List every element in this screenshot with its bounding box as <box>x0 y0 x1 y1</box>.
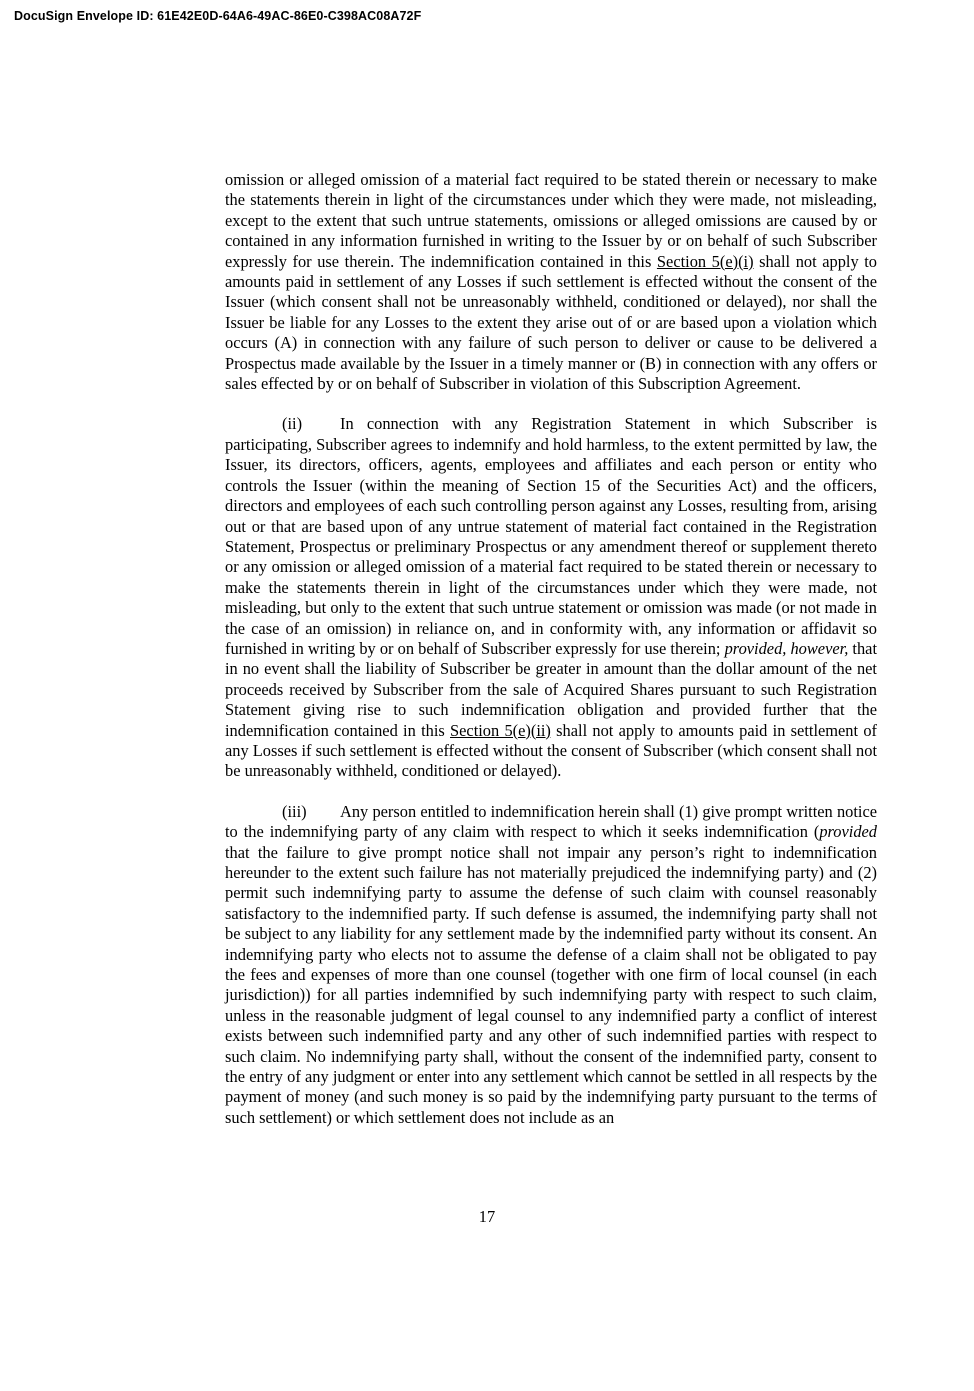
text-run: Any person entitled to indemnification herein shall (1) give prompt written notice to the indemnifying party of any claim with respect to which it seeks indemnification ( <box>225 801 877 842</box>
text-run: that the failure to give prompt notice shall not impair any person’s right to indemnification hereunder to the extent such failure has not materially prejudiced the indemnifying party) and (2) permit such indemnifying party to assume the defense of such claim with counsel reasonably satisfactory to the indemnified party. If such defense is assumed, the indemnifying party shall not be subject to any liability for any settlement made by the indemnified party without its consent. An indemnifying party who elects not to assume the defense of a claim shall not be obligated to pay the fees and expenses of more than one counsel (together with one firm of local counsel (in each jurisdiction)) for all parties indemnified by such indemnifying party with respect to such claim, unless in the reasonable judgment of legal counsel to any indemnified party a conflict of interest exists between such indemnified party and any other of such indemnified parties with respect to such claim. No indemnifying party shall, without the consent of the indemnified party, consent to the entry of any judgment or enter into any settlement which cannot be settled in all respects by the payment of money (and such money is so paid by the indemnifying party pursuant to the terms of such settlement) or which settlement does not include as an <box>225 842 877 1127</box>
paragraph-continuation <box>225 170 877 394</box>
proviso-emphasis: provided, however, <box>724 638 849 658</box>
paragraph-clause-iii <box>225 802 877 1129</box>
proviso-emphasis: provided <box>819 822 877 842</box>
paragraph-clause-ii <box>225 414 877 781</box>
document-body <box>225 170 877 1148</box>
text-run: omission or alleged omission of a material fact required to be stated therein or necessary to make the statements therein in light of the circumstances under which they were made, not misleading, except to the extent that such untrue statements, omissions or alleged omissions are caused by or contained in any information furnished in writing to the Issuer by or on behalf of such Subscriber expressly for use therein. The indemnification contained in this <box>225 170 877 271</box>
docusign-envelope-id: DocuSign Envelope ID: 61E42E0D-64A6-49AC-86E0-C398AC08A72F <box>14 9 422 23</box>
text-run: shall not apply to amounts paid in settlement of any Losses if such settlement is effected without the consent of Subscriber (which consent shall not be unreasonably withheld, conditioned or delayed). <box>225 720 877 781</box>
clause-label-iii: (iii) <box>282 801 307 821</box>
section-5ei-reference: Section 5(e)(i) <box>656 251 754 271</box>
section-5eii-reference: Section 5(e)(ii) <box>450 720 551 740</box>
clause-label-ii: (ii) <box>282 414 303 434</box>
text-run: In connection with any Registration Statement in which Subscriber is participating, Subscriber agrees to indemnify and hold harmless, to the extent permitted by law, the Issuer, its directors, officers, agents, employees and affiliates and each person or entity who controls the Issuer (within the meaning of Section 15 of the Securities Act) and the officers, directors and employees of each such controlling person against any Losses, resulting from, arising out or that are based upon of any untrue statement of material fact contained in the Registration Statement, Prospectus or preliminary Prospectus or any amendment thereof or supplement thereto or any omission or alleged omission of a material fact required to be stated therein or necessary to make the statements therein in light of the circumstances under which they were made, not misleading, but only to the extent that such untrue statement or omission was made (or not made in the case of an omission) in reliance on, and in conformity with, any information or affidavit so furnished in writing by or on behalf of Subscriber expressly for use therein; <box>225 414 877 658</box>
text-run: that in no event shall the liability of Subscriber be greater in amount than the dollar amount of the net proceeds received by Subscriber from the sale of Acquired Shares pursuant to such Registration Statement giving rise to such indemnification obligation and provided further that the indemnification contained in this <box>225 638 877 740</box>
text-run: shall not apply to amounts paid in settlement of any Losses if such settlement is effected without the consent of the Issuer (which consent shall not be unreasonably withheld, conditioned or delayed), nor shall the Issuer be liable for any Losses to the extent they arise out of or are based upon a violation which occurs (A) in connection with any failure of such person to deliver or cause to be delivered a Prospectus made available by the Issuer in a timely manner or (B) in connection with any offers or sales effected by or on behalf of Subscriber in violation of this Subscription Agreement. <box>225 251 877 394</box>
page-number: 17 <box>478 1207 496 1226</box>
